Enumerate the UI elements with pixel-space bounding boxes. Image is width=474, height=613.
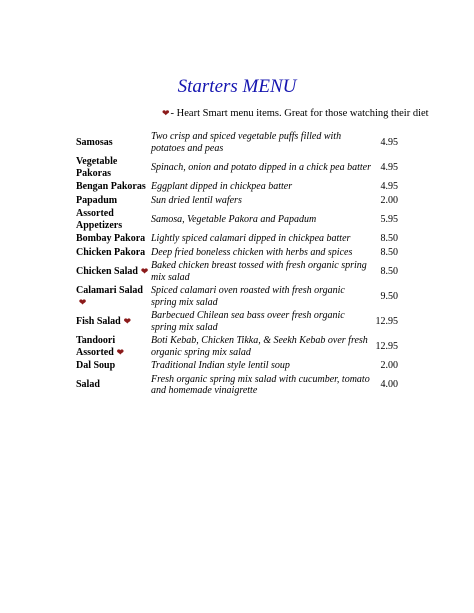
- menu-item-row: [76, 207, 398, 232]
- menu-item-row: [76, 130, 398, 155]
- menu-item-row: [76, 334, 398, 359]
- menu-item-price: 4.95: [380, 161, 398, 173]
- menu-item-cell-name: [76, 246, 151, 260]
- menu-item-row: [76, 309, 398, 334]
- menu-item-name: Vegetable Pakoras: [76, 156, 118, 179]
- menu-item-row: [76, 259, 398, 284]
- menu-item-row: [76, 180, 398, 194]
- menu-item-price: 12.95: [375, 340, 398, 352]
- menu-item-description: Boti Kebab, Chicken Tikka, & Seekh Kebab over fresh organic spring mix salad: [151, 335, 368, 358]
- menu-item-row: [76, 359, 398, 373]
- heart-icon: ❤: [116, 346, 124, 357]
- menu-item-name: Tandoori Assorted: [76, 335, 116, 358]
- menu-item-price: 4.95: [380, 181, 398, 192]
- menu-item-description: Lightly spiced calamari dipped in chickpea batter: [151, 233, 351, 244]
- menu-item-row: [76, 373, 398, 398]
- menu-item-row: [76, 246, 398, 260]
- menu-item-cell-name: [76, 194, 151, 208]
- menu-item-cell-name: [76, 259, 151, 284]
- menu-item-price: 4.95: [380, 136, 398, 148]
- heart-icon: ❤: [162, 108, 170, 118]
- heart-smart-note-text: - Heart Smart menu items. Great for those watching their diet: [170, 108, 429, 119]
- menu-item-cell-name: [76, 130, 151, 155]
- menu-item-name: Samosas: [76, 136, 113, 148]
- menu-item-description: Eggplant dipped in chickpea batter: [151, 181, 293, 192]
- menu-item-description: Deep fried boneless chicken with herbs and spices: [151, 246, 353, 258]
- menu-item-description: Two crisp and spiced vegetable puffs filled with potatoes and peas: [151, 131, 342, 154]
- heart-icon: ❤: [140, 265, 149, 276]
- menu-item-price: 4.00: [380, 379, 398, 391]
- menu-item-cell-name: [76, 232, 151, 246]
- menu-item-description: Baked chicken breast tossed with fresh organic spring mix salad: [151, 260, 367, 283]
- menu-item-row: [76, 155, 398, 180]
- menu-item-description: Samosa, Vegetable Pakora and Papadum: [151, 213, 317, 225]
- menu-item-price: 9.50: [380, 290, 398, 302]
- menu-item-cell-name: [76, 284, 151, 309]
- menu-item-row: [76, 232, 398, 246]
- menu-item-price: 5.95: [380, 213, 398, 225]
- heart-icon: ❤: [123, 315, 131, 326]
- menu-item-name: Papadum: [76, 194, 118, 206]
- menu-item-name: Dal Soup: [76, 360, 116, 371]
- heart-smart-note: [162, 108, 429, 119]
- menu-item-price: 12.95: [375, 315, 398, 327]
- menu-item-description: Traditional Indian style lentil soup: [151, 360, 290, 371]
- menu-item-description: Sun dried lentil wafers: [151, 194, 242, 206]
- menu-item-price: 8.50: [380, 233, 398, 244]
- menu-item-cell-name: [76, 207, 151, 232]
- menu-item-cell-name: [76, 373, 151, 398]
- menu-item-cell-name: [76, 180, 151, 194]
- starters-menu-table: [76, 130, 398, 398]
- menu-item-description: Barbecued Chilean sea bass oveer fresh organic spring mix salad: [151, 310, 345, 333]
- menu-item-name: Chicken Pakora: [76, 246, 146, 258]
- menu-item-row: [76, 284, 398, 309]
- menu-item-cell-name: [76, 334, 151, 359]
- menu-item-price: 8.50: [380, 265, 398, 277]
- menu-title: Starters MENU: [177, 76, 297, 97]
- menu-item-cell-name: [76, 155, 151, 180]
- menu-item-name: Bengan Pakoras: [76, 181, 146, 192]
- menu-item-name: Fish Salad: [76, 315, 121, 327]
- menu-item-description: Fresh organic spring mix salad with cucumber, tomato and homemade vinaigrette: [151, 373, 370, 396]
- menu-item-name: Chicken Salad: [76, 265, 138, 277]
- menu-item-price: 2.00: [380, 360, 398, 371]
- menu-item-cell-name: [76, 309, 151, 334]
- menu-item-price: 8.50: [380, 246, 398, 258]
- menu-item-name: Salad: [76, 379, 100, 391]
- menu-item-row: [76, 194, 398, 208]
- menu-item-name: Assorted Appetizers: [76, 208, 123, 231]
- menu-item-name: Calamari Salad: [76, 285, 143, 296]
- menu-item-cell-name: [76, 359, 151, 373]
- menu-item-description: Spiced calamari oven roasted with fresh organic spring mix salad: [151, 285, 345, 308]
- menu-item-description: Spinach, onion and potato dipped in a chick pea batter: [151, 161, 371, 173]
- menu-item-name: Bombay Pakora: [76, 233, 146, 244]
- heart-icon: ❤: [79, 296, 87, 307]
- menu-item-price: 2.00: [380, 194, 398, 206]
